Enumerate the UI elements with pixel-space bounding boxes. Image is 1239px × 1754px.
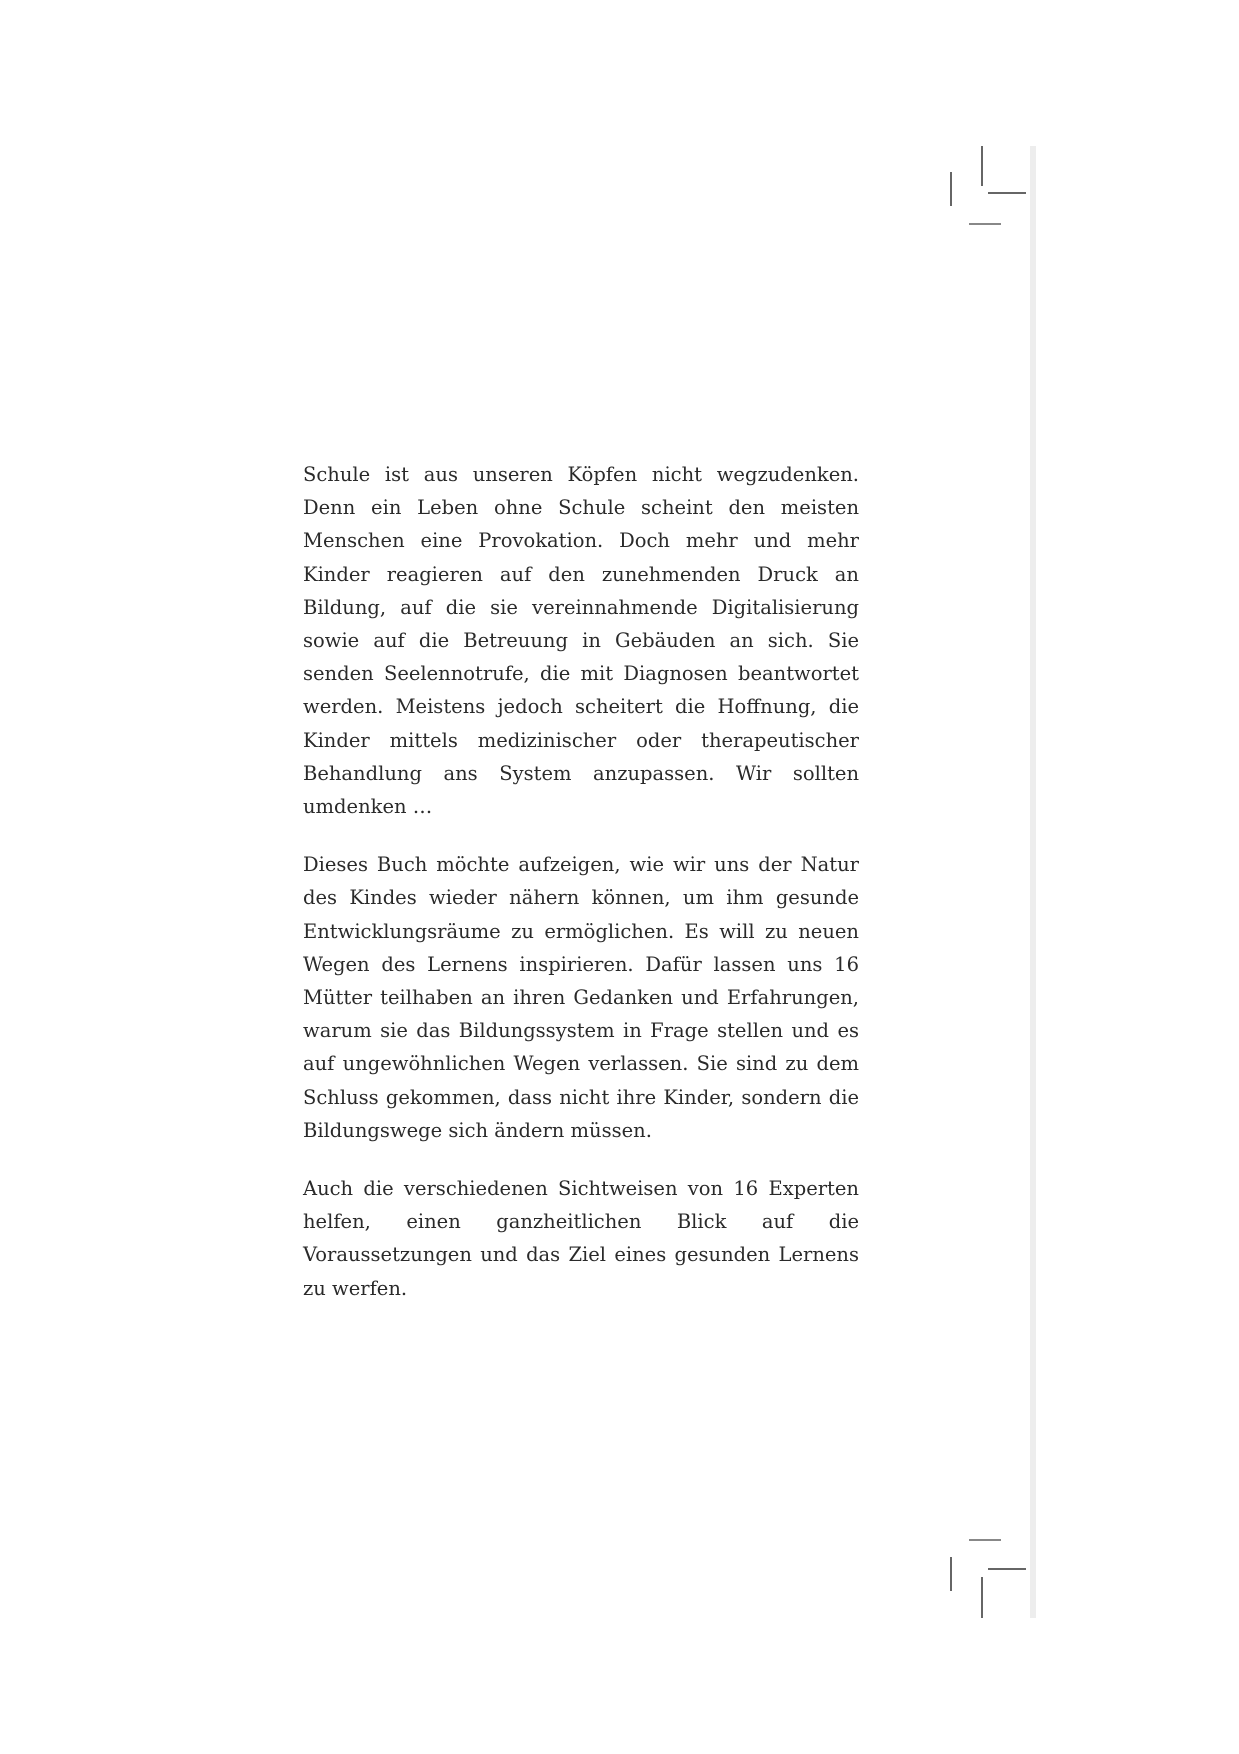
body-text [303, 458, 859, 1330]
paragraph: Dieses Buch möchte aufzeigen, wie wir uns der Natur des Kindes wieder nähern können, um ihm gesunde Entwicklungsräume zu ermöglichen. Es will zu neuen Wegen des Lernens inspirieren. Dafür lassen uns 16 Mütter teilhaben an ihren Gedanken und Erfahrungen, warum sie das Bildungssystem in Frage stellen und es auf ungewöhnlichen Wegen verlassen. Sie sind zu dem Schluss gekommen, dass nicht ihre Kinder, sondern die Bildungswege sich ändern müssen. [303, 853, 859, 1142]
crop-mark [988, 192, 1026, 194]
crop-mark [969, 223, 1001, 225]
paragraph: Schule ist aus unseren Köpfen nicht wegzudenken. Denn ein Leben ohne Schule scheint den meisten Menschen eine Provokation. Doch mehr und mehr Kinder reagieren auf den zunehmenden Druck an Bildung, auf die sie vereinnahmende Digitalisierung sowie auf die Betreuung in Gebäuden an sich. Sie senden Seelennotrufe, die mit Diagnosen beantwortet werden. Meistens jedoch scheitert die Hoffnung, die Kinder mittels medizinischer oder therapeutischer Behandlung ans System anzupassen. Wir sollten umdenken … [303, 463, 859, 819]
crop-mark [981, 1577, 983, 1618]
crop-mark [969, 1539, 1001, 1541]
paragraph: Auch die verschiedenen Sichtweisen von 16 Experten helfen, einen ganzheitlichen Blick auf die Voraussetzungen und das Ziel eines gesunden Lernens zu werfen. [303, 1177, 859, 1300]
page-edge-shadow [1030, 146, 1036, 1618]
crop-mark [981, 146, 983, 186]
crop-mark [950, 1557, 952, 1591]
crop-mark [950, 172, 952, 206]
crop-mark [988, 1568, 1026, 1570]
